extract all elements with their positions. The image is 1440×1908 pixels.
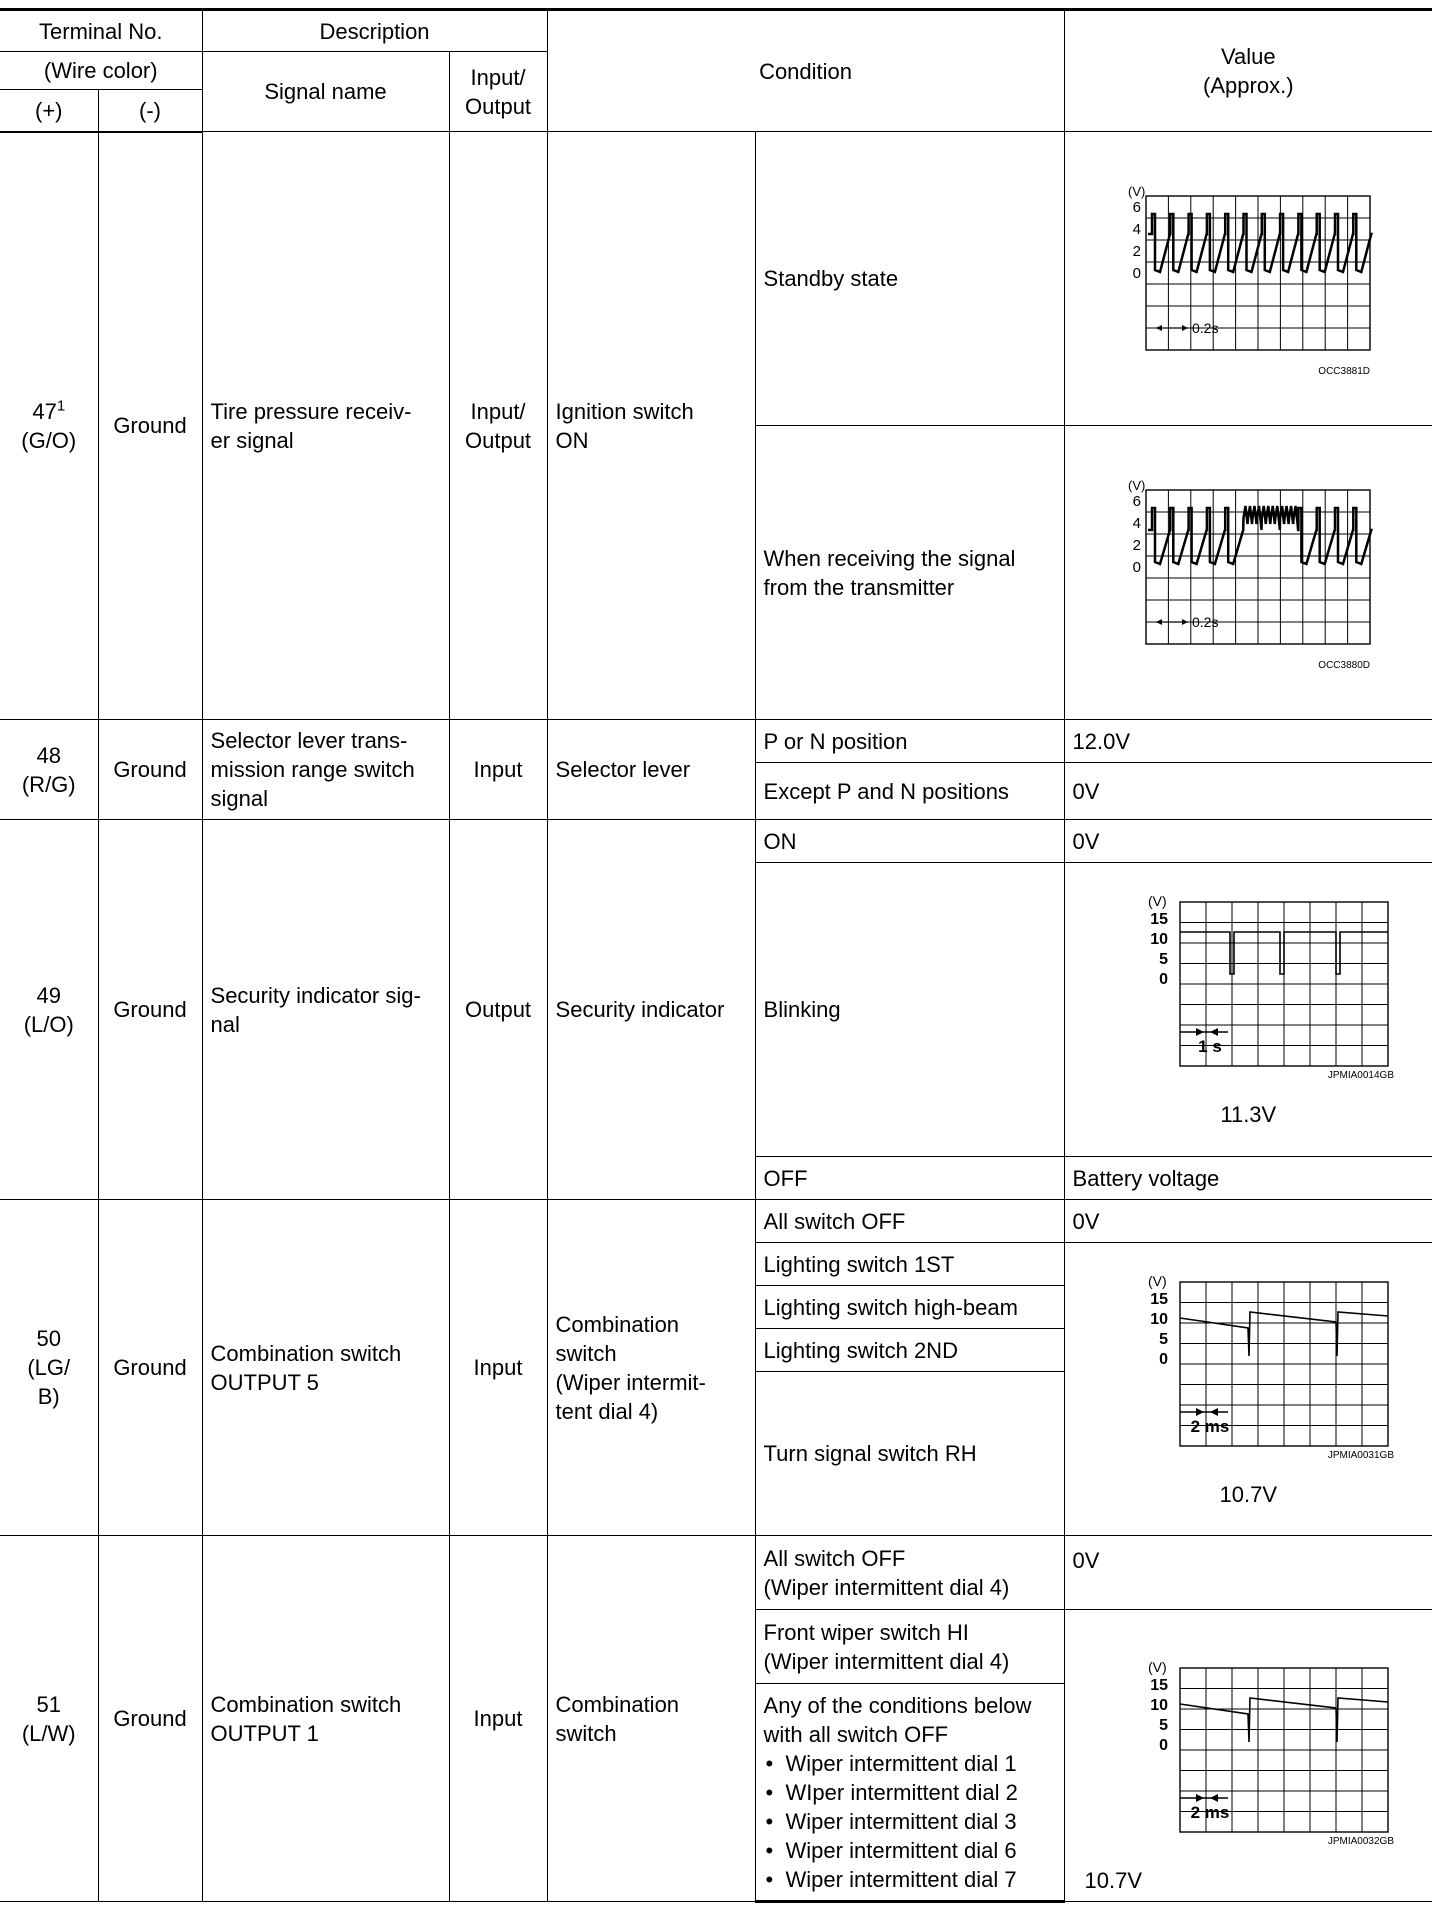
header-value [1064,10,1432,132]
signal-50 [202,1200,449,1536]
signal-47-line1: Tire pressure receiv- [210,398,412,424]
condition-47-line2: ON [555,427,589,453]
scope-b2-arrowhead-right [1210,1408,1218,1416]
scope-b3-arrowhead-left [1196,1794,1204,1802]
value-51-all-off: 0V [1064,1536,1432,1610]
minus-48: Ground [98,720,202,820]
scope-b2-tick-10: 10 [1150,1310,1169,1328]
condition-51-all-off-line1: All switch OFF [763,1545,906,1571]
header-plus: (+) [0,90,98,132]
minus-50: Ground [98,1200,202,1536]
condition-50-lighting-1st: Lighting switch 1ST [755,1243,1064,1286]
io-47 [449,132,547,720]
terminal-47-footnote: 1 [56,397,66,415]
condition-47-standby: Standby state [755,132,1064,426]
signal-51-line2: OUTPUT 1 [210,1720,319,1746]
terminal-51 [0,1536,98,1902]
terminal-49 [0,820,98,1200]
scope-b2-unit: (V) [1148,1272,1167,1289]
condition-47 [547,132,755,720]
header-signal-name: Signal name [202,52,449,132]
header-value-approx: (Approx.) [1203,73,1294,98]
scope-b3-tick-0: 0 [1159,1737,1169,1754]
terminal-49-wire: (L/O) [23,1011,74,1037]
terminal-50 [0,1200,98,1536]
scope-b2-tick-0: 0 [1159,1350,1169,1368]
header-io-line1: Input/ [470,64,526,90]
terminal-table [0,8,1432,1903]
minus-51: Ground [98,1536,202,1902]
list-item: • Wiper intermittent dial 7 [764,1865,1056,1894]
signal-50-line2: OUTPUT 5 [210,1369,319,1395]
figure-code-jpmia0031gb: JPMIA0031GB [1328,1449,1395,1461]
signal-49-line1: Security indicator sig- [210,982,421,1008]
scope-output1-waveform [1098,1656,1398,1866]
value-49-blinking-voltage: 11.3V [1220,1102,1277,1127]
signal-49-line2: nal [210,1011,240,1037]
condition-50-line1: Combination [555,1311,680,1337]
condition-51-any-of-line2: with all switch OFF [763,1721,949,1747]
condition-50-high-beam: Lighting switch high-beam [755,1286,1064,1329]
io-51: Input [449,1536,547,1902]
terminal-48 [0,720,98,820]
figure-code-jpmia0014gb: JPMIA0014GB [1328,1070,1395,1081]
scope-b1-arrowhead-right [1210,1028,1218,1036]
header-input-output [449,52,547,132]
value-48-except: 0V [1064,763,1432,820]
signal-51-line1: Combination switch [210,1691,402,1717]
header-value-text: Value [1220,44,1276,69]
condition-49-off: OFF [755,1157,1064,1200]
header-wire-color: (Wire color) [0,52,202,90]
value-50-voltage: 10.7V [1219,1481,1278,1507]
value-49-on: 0V [1064,820,1432,863]
condition-50 [547,1200,755,1536]
condition-51-wiper-hi-line1: Front wiper switch HI [763,1619,969,1645]
condition-48-except: Except P and N positions [755,763,1064,820]
scope-b1-tick-15: 15 [1150,911,1169,928]
scope-b2-tick-5: 5 [1159,1330,1169,1348]
minus-47: Ground [98,132,202,720]
scope-b3-tick-5: 5 [1159,1717,1169,1734]
condition-47-line1: Ignition switch [555,398,694,424]
scope-b1-tick-0: 0 [1159,971,1169,988]
condition-51-line2: switch [555,1720,617,1746]
table-row-51 [0,1536,1432,1610]
condition-49-on: ON [755,820,1064,863]
terminal-47 [0,132,98,720]
figure-code-occ3881d: OCC3881D [1318,365,1371,377]
scope-standby-waveform [1098,174,1398,384]
signal-48-line1: Selector lever trans- [210,728,408,753]
scope-b1-arrowhead-left [1196,1028,1204,1036]
condition-49: Security indicator [547,820,755,1200]
scope-a1-time-label: 0.2s [1192,319,1219,336]
scope-a1-arrowhead-right [1182,325,1188,331]
scope-b3-tick-15: 15 [1150,1677,1169,1694]
header-terminal-no-text: Terminal No. [39,18,163,44]
io-47-line2: Output [465,427,532,453]
terminal-50-wire-line2: B) [37,1384,60,1409]
table-row-49 [0,820,1432,863]
io-47-line1: Input/ [470,398,526,424]
header-minus: (-) [98,90,202,132]
scope-a2-tick-2: 2 [1132,536,1142,554]
value-51-waveform [1064,1610,1432,1902]
scope-b1-tick-5: 5 [1159,951,1169,968]
terminal-51-number: 51 [36,1691,61,1717]
scope-a1-unit: (V) [1128,183,1146,199]
scope-b1-trace [1180,932,1388,974]
scope-b1-time-label: 1 s [1198,1037,1223,1056]
condition-51-any-of [755,1684,1064,1902]
value-50-all-off: 0V [1064,1200,1432,1243]
condition-50-line4: tent dial 4) [555,1398,659,1424]
table-row-48 [0,720,1432,763]
scope-a1-tick-6: 6 [1132,198,1142,216]
list-item: • WIper intermittent dial 2 [764,1778,1056,1807]
condition-51-wiper-hi-line2: (Wiper intermittent dial 4) [763,1648,1010,1674]
terminal-51-wire: (L/W) [21,1720,76,1746]
terminal-48-number: 48 [36,742,61,768]
io-48: Input [449,720,547,820]
minus-49: Ground [98,820,202,1200]
scope-b3-unit: (V) [1148,1659,1167,1675]
signal-48 [202,720,449,820]
io-50: Input [449,1200,547,1536]
figure-code-occ3880d: OCC3880D [1318,659,1371,671]
terminal-47-wire: (G/O) [21,427,77,453]
terminal-49-number: 49 [36,982,61,1008]
table-row-50 [0,1200,1432,1243]
condition-50-line3: (Wiper intermit- [555,1369,706,1395]
scope-a2-arrowhead-left [1156,619,1162,625]
scope-b1-tick-10: 10 [1150,931,1169,948]
scope-b3-arrowhead-right [1210,1794,1218,1802]
scope-a1-trace [1148,214,1371,272]
wiper-dial-list [764,1749,1056,1894]
list-item: • Wiper intermittent dial 3 [764,1807,1056,1836]
terminal-48-wire: (R/G) [21,771,76,797]
signal-47 [202,132,449,720]
scope-a2-trace [1148,506,1371,564]
condition-51-all-off [755,1536,1064,1610]
scope-b2-tick-15: 15 [1150,1290,1169,1308]
scope-a2-tick-4: 4 [1132,514,1142,532]
signal-50-line1: Combination switch [210,1340,402,1366]
condition-50-lighting-2nd: Lighting switch 2ND [755,1329,1064,1372]
list-item: • Wiper intermittent dial 6 [764,1836,1056,1865]
scope-b3-tick-10: 10 [1150,1697,1169,1714]
value-47-receiving [1064,426,1432,720]
header-description: Description [202,10,547,52]
value-48-p-or-n: 12.0V [1064,720,1432,763]
scope-a2-tick-0: 0 [1132,558,1142,576]
value-49-blinking [1064,863,1432,1157]
condition-50-turn-rh: Turn signal switch RH [755,1372,1064,1536]
condition-50-line2: switch [555,1340,617,1366]
signal-47-line2: er signal [210,427,294,453]
signal-48-line2: mission range switch [210,757,415,782]
scope-receiving-waveform [1098,468,1398,678]
condition-47-receiving-line1: When receiving the signal [763,545,1016,571]
scope-a1-tick-2: 2 [1132,242,1142,260]
scope-b2-arrowhead-left [1196,1408,1204,1416]
terminal-47-number: 47 [32,398,57,424]
condition-47-receiving-line2: from the transmitter [763,574,955,600]
condition-51-wiper-hi [755,1610,1064,1684]
header-terminal-no [0,10,202,52]
condition-51-any-of-line1: Any of the conditions below [763,1692,1032,1718]
condition-50-all-off: All switch OFF [755,1200,1064,1243]
condition-51 [547,1536,755,1902]
figure-code-jpmia0032gb: JPMIA0032GB [1328,1836,1395,1847]
scope-b3-time-label: 2 ms [1190,1803,1230,1822]
io-49: Output [449,820,547,1200]
signal-49 [202,820,449,1200]
scope-a2-unit: (V) [1128,477,1146,493]
scope-a2-time-label: 0.2s [1192,613,1219,630]
terminal-50-number: 50 [36,1326,61,1351]
condition-47-receiving [755,426,1064,720]
scope-a1-tick-4: 4 [1132,220,1142,238]
scope-a2-tick-6: 6 [1132,492,1142,510]
condition-51-line1: Combination [555,1691,680,1717]
scope-a1-tick-0: 0 [1132,264,1142,282]
value-50-waveform [1064,1243,1432,1536]
value-51-voltage: 10.7V [1084,1868,1143,1893]
condition-48-p-or-n: P or N position [755,720,1064,763]
list-item: • Wiper intermittent dial 1 [764,1749,1056,1778]
scope-blinking-waveform [1098,890,1398,1100]
scope-a2-arrowhead-right [1182,619,1188,625]
signal-51 [202,1536,449,1902]
condition-48: Selector lever [547,720,755,820]
condition-49-blinking: Blinking [755,863,1064,1157]
table-row-47 [0,132,1432,426]
scope-b2-time-label: 2 ms [1190,1416,1230,1436]
scope-a1-arrowhead-left [1156,325,1162,331]
scope-output5-waveform [1098,1270,1398,1480]
header-io-line2: Output [465,93,532,119]
condition-51-all-off-line2: (Wiper intermittent dial 4) [763,1574,1010,1600]
signal-48-line3: signal [210,786,268,811]
value-47-standby [1064,132,1432,426]
scope-b1-unit: (V) [1148,893,1167,909]
value-49-off: Battery voltage [1064,1157,1432,1200]
header-condition: Condition [547,10,1064,132]
terminal-50-wire-line1: (LG/ [27,1355,71,1380]
